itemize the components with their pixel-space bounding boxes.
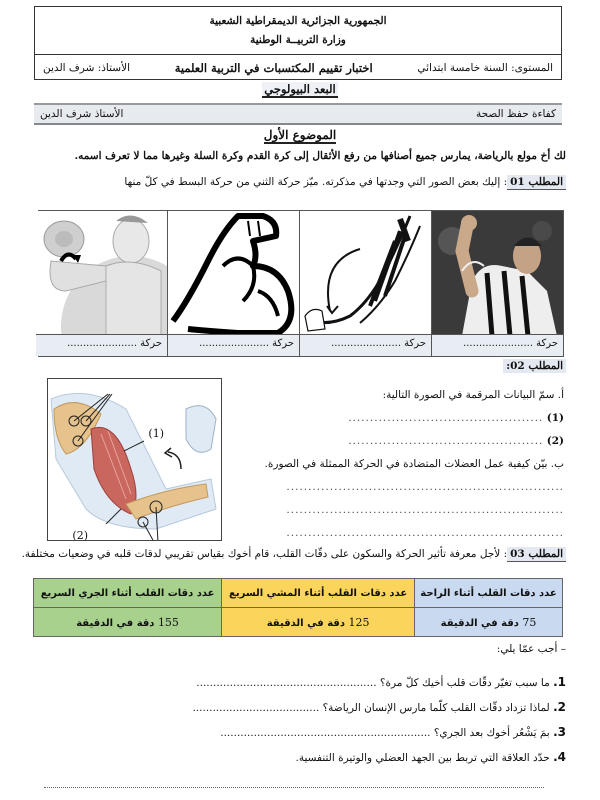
answer-dots-2[interactable]: .............................................: [348, 435, 544, 447]
label-1: (1): [546, 412, 564, 424]
republic-name: الجمهورية الجزائرية الديمقراطية الشعبية: [209, 15, 387, 27]
dimension-heading: [0, 82, 600, 98]
football-player-photo: [432, 211, 563, 334]
table-value-row: [34, 608, 563, 637]
question-text[interactable]: لماذا تزداد دقّات القلب كلّما مارس الإنسان الرياضة؟ ......................................: [192, 702, 550, 714]
question-number: 4.: [553, 750, 566, 764]
header-top: [35, 7, 561, 55]
question-number: 3.: [553, 725, 566, 739]
value-unit: دقة في الدقيقة: [266, 617, 345, 629]
image-cell-flexed-bicep: [167, 211, 299, 356]
question-2: [31, 695, 566, 720]
requirement-2-questions: [234, 384, 564, 545]
image-cell-football-player: [431, 211, 563, 356]
movement-images-table: [38, 210, 564, 357]
question-3: [31, 720, 566, 745]
image-caption: حركة ......................: [36, 334, 167, 356]
table-header-row: [34, 579, 563, 608]
requirement-1-text: : إليك بعض الصور التي وجدتها في مذكرته. ميّز حركة الثني من حركة البسط في كلّ منها: [124, 176, 508, 188]
part-b-prompt: ب. بيّن كيفية عمل العضلات المتضادة في الحركة الممثلة في الصورة.: [264, 458, 564, 470]
ministry-name: وزارة التربيــة الوطنية: [250, 34, 346, 46]
answer-line-2: [234, 430, 564, 453]
value-rest: [415, 608, 563, 637]
competency-teacher: الأستاذ شرف الدين: [40, 108, 124, 120]
teacher-label: الأستاذ: شرف الدين: [43, 61, 130, 74]
figure-label-2: (2): [72, 529, 88, 541]
answer-dots-b2[interactable]: ................................................................: [286, 504, 564, 516]
image-cell-weightlifter: [36, 211, 167, 356]
image-caption: حركة ......................: [300, 334, 431, 356]
exam-header: [34, 6, 562, 80]
image-cell-arm-diagram: [299, 211, 431, 356]
value-walking-number: 125: [348, 615, 370, 629]
question-4: [31, 745, 566, 770]
requirement-1-tag: المطلب 01: [507, 175, 566, 190]
image-caption: حركة ......................: [168, 334, 299, 356]
value-unit: دقة في الدقيقة: [76, 617, 155, 629]
value-rest-number: 75: [522, 615, 537, 629]
requirement-3: [6, 548, 566, 560]
level-label: المستوى: السنة خامسة ابتدائي: [417, 61, 553, 74]
value-running: [34, 608, 222, 637]
image-caption: حركة ......................: [432, 334, 563, 356]
subject-title: الموضوع الأول: [263, 128, 337, 142]
answer-dots-1[interactable]: .............................................: [348, 412, 544, 424]
value-walking: [222, 608, 415, 637]
header-bottom: [35, 55, 561, 80]
value-running-number: 155: [157, 615, 179, 629]
question-number: 1.: [553, 675, 566, 689]
question-text[interactable]: بمَ يَشْعُر أخوك بعد الجري؟ ...............................................................: [220, 727, 550, 739]
heart-rate-table: [33, 578, 563, 637]
exam-title: اختبار تقييم المكتسبات في التربية العلمية: [174, 60, 373, 75]
intro-text: لك أخ مولع بالرياضة، يمارس جميع أصنافها من رفع الأثقال إلى كرة القدم وكرة السلة وغيرها مما لا تعرف اسمه.: [74, 150, 566, 162]
part-a-prompt: أ. سمّ البيانات المرقمة في الصورة التالية:: [382, 389, 564, 401]
subject-heading: [0, 128, 600, 142]
flexed-bicep-drawing: [168, 211, 299, 334]
value-unit: دقة في الدقيقة: [440, 617, 519, 629]
header-running: عدد دقات القلب أثناء الجري السريع: [34, 579, 222, 608]
answer-line-1: [234, 407, 564, 430]
arm-anatomy-figure: [47, 378, 222, 541]
requirement-3-tag: المطلب 03: [507, 547, 566, 562]
requirement-2-tag: المطلب 02:: [503, 359, 566, 373]
requirement-1: [26, 176, 566, 188]
questions-list: [31, 670, 566, 770]
question-number: 2.: [553, 700, 566, 714]
question-1: [31, 670, 566, 695]
requirement-3-text: : لأجل معرفة تأثير الحركة والسكون على دقّات القلب، قام أخوك بقياس تقريبي لدقات قلبه في وضعيات مختلفة.: [21, 548, 508, 560]
header-rest: عدد دقات القلب أثناء الراحة: [415, 579, 563, 608]
answer-line-4[interactable]: [44, 787, 544, 788]
competency-bar: [34, 103, 562, 125]
competency-label: كفاءة حفظ الصحة: [475, 108, 556, 120]
question-text[interactable]: ما سبب تغيّر دقّات قلب أخيك كلّ مرة؟ ......................................................: [196, 677, 550, 689]
label-2: (2): [546, 435, 564, 447]
question-text: حدّد العلاقة التي تربط بين الجهد العضلي والوتيرة التنفسية.: [295, 752, 550, 764]
answer-dots-b3[interactable]: ................................................................: [286, 527, 564, 539]
dimension-title: البعد البيولوجي: [264, 82, 336, 96]
figure-label-1: (1): [148, 427, 164, 440]
header-walking: عدد دقات القلب أثناء المشي السريع: [222, 579, 415, 608]
answer-prompt: – أجب عمّا يلي:: [496, 643, 566, 655]
arm-muscle-diagram: [300, 211, 431, 334]
requirement-2-heading: [503, 360, 566, 372]
answer-dots-b1[interactable]: ................................................................: [286, 481, 564, 493]
weightlifter-cartoon: [36, 211, 167, 334]
